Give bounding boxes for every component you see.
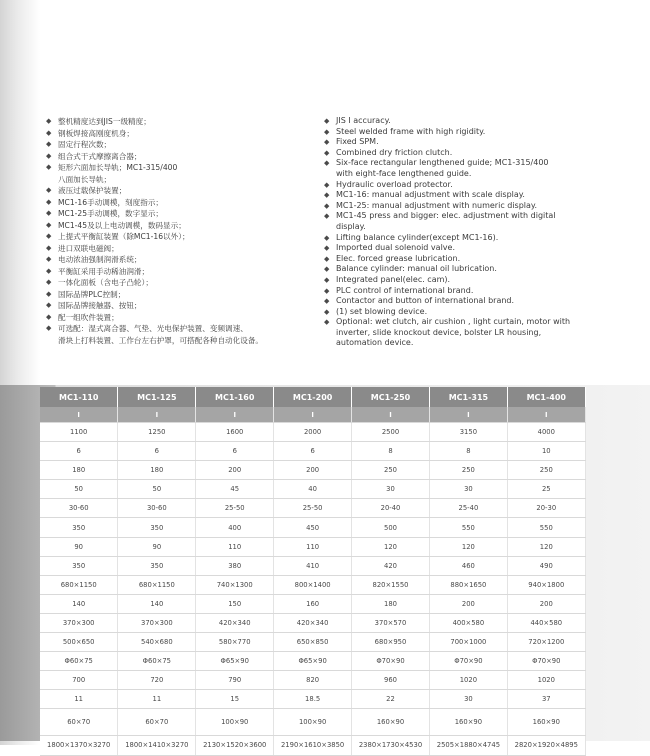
spec-cell: 2380×1730×4530 bbox=[352, 736, 430, 755]
spec-table-body bbox=[40, 407, 585, 755]
feature-zh-item bbox=[46, 231, 316, 243]
spec-cell: 45 bbox=[196, 480, 274, 499]
spec-cell: 6 bbox=[40, 442, 118, 461]
feature-en-text: JIS Ⅰ accuracy. bbox=[336, 116, 391, 125]
spec-cell: 8 bbox=[352, 442, 430, 461]
feature-zh-text: MC1-45及以上电动调模，数码显示； bbox=[58, 220, 186, 230]
feature-zh-text: 钢板焊接高刚度机身； bbox=[58, 128, 134, 138]
spec-cell: 550 bbox=[429, 518, 507, 537]
feature-list-chinese bbox=[46, 116, 316, 346]
spec-cell: 370×570 bbox=[352, 613, 430, 632]
spec-cell: 180 bbox=[40, 461, 118, 480]
unit-cell: I bbox=[429, 407, 507, 423]
spec-cell: 25-50 bbox=[196, 499, 274, 518]
feature-zh-item bbox=[46, 151, 316, 163]
spec-cell: 680×1150 bbox=[118, 575, 196, 594]
spec-row bbox=[40, 499, 585, 518]
spec-cell: 200 bbox=[429, 594, 507, 613]
spec-cell: 700×1000 bbox=[429, 633, 507, 652]
feature-zh-item bbox=[46, 266, 316, 278]
feature-zh-text: 矩形六面加长导轨；MC1-315/400 八面加长导轨； bbox=[58, 163, 178, 184]
spec-cell: Φ70×90 bbox=[507, 652, 585, 671]
spec-cell: 880×1650 bbox=[429, 575, 507, 594]
spec-cell: 8 bbox=[429, 442, 507, 461]
spec-cell: 440×580 bbox=[507, 613, 585, 632]
feature-zh-item bbox=[46, 312, 316, 324]
spec-cell: 10 bbox=[507, 442, 585, 461]
spec-cell: 1250 bbox=[118, 423, 196, 442]
spec-cell: Φ70×90 bbox=[429, 652, 507, 671]
feature-en-text: Hydraulic overload protector. bbox=[336, 179, 453, 189]
model-header-row bbox=[40, 387, 585, 407]
diamond-bullet-icon: ◆ bbox=[324, 297, 330, 306]
feature-en-item bbox=[324, 116, 644, 127]
diamond-bullet-icon: ◆ bbox=[46, 140, 52, 148]
spec-cell: Φ65×90 bbox=[196, 652, 274, 671]
spec-cell: 700 bbox=[40, 671, 118, 690]
spec-cell: 11 bbox=[40, 690, 118, 709]
unit-cell: I bbox=[196, 407, 274, 423]
feature-zh-item bbox=[46, 289, 316, 301]
spec-cell: 370×300 bbox=[118, 613, 196, 632]
spec-cell: 160×90 bbox=[507, 709, 585, 736]
spec-cell: 250 bbox=[429, 461, 507, 480]
diamond-bullet-icon: ◆ bbox=[324, 180, 330, 189]
spec-cell: 1800×1410×3270 bbox=[118, 736, 196, 755]
feature-en-item bbox=[324, 211, 644, 232]
spec-cell: 120 bbox=[507, 537, 585, 556]
spec-cell: 1020 bbox=[507, 671, 585, 690]
feature-en-text: Elec. forced grease lubrication. bbox=[336, 253, 461, 263]
spec-cell: 720 bbox=[118, 671, 196, 690]
diamond-bullet-icon: ◆ bbox=[46, 289, 52, 298]
spec-row bbox=[40, 736, 585, 755]
spec-cell: 500 bbox=[352, 518, 430, 537]
spec-cell: 60×70 bbox=[118, 709, 196, 736]
feature-en-item bbox=[324, 296, 644, 307]
spec-row bbox=[40, 575, 585, 594]
spec-cell: 2500 bbox=[352, 423, 430, 442]
spec-cell: 550 bbox=[507, 518, 585, 537]
model-header-cell: MC1-200 bbox=[274, 387, 352, 407]
spec-cell: 820 bbox=[274, 671, 352, 690]
spec-cell: 1600 bbox=[196, 423, 274, 442]
feature-zh-item bbox=[46, 300, 316, 312]
spec-cell: 420 bbox=[352, 556, 430, 575]
unit-cell: I bbox=[118, 407, 196, 423]
spec-cell: 100×90 bbox=[196, 709, 274, 736]
feature-en-text: Lifting balance cylinder(except MC1-16). bbox=[336, 232, 499, 242]
spec-cell: 420×340 bbox=[274, 613, 352, 632]
feature-en-item bbox=[324, 158, 644, 179]
spec-cell: 25 bbox=[507, 480, 585, 499]
feature-en-text: Contactor and button of international brand. bbox=[336, 296, 515, 306]
spec-cell: 90 bbox=[40, 537, 118, 556]
diamond-bullet-icon: ◆ bbox=[46, 197, 52, 206]
spec-cell: 250 bbox=[352, 461, 430, 480]
spec-cell: 90 bbox=[118, 537, 196, 556]
spec-cell: Φ70×90 bbox=[352, 652, 430, 671]
feature-zh-text: 进口双联电磁阀； bbox=[58, 243, 119, 253]
spec-cell: 2820×1920×4895 bbox=[507, 736, 585, 755]
spec-cell: 3150 bbox=[429, 423, 507, 442]
spec-cell: 490 bbox=[507, 556, 585, 575]
spec-cell: 720×1200 bbox=[507, 633, 585, 652]
spec-cell: 2190×1610×3850 bbox=[274, 736, 352, 755]
feature-en-item bbox=[324, 275, 644, 286]
spec-cell: 40 bbox=[274, 480, 352, 499]
diamond-bullet-icon: ◆ bbox=[46, 266, 52, 275]
feature-zh-text: 一体化面板（含电子凸轮）； bbox=[58, 278, 153, 287]
feature-zh-text: 电动浓油强制润滑系统； bbox=[58, 255, 142, 264]
feature-zh-text: 组合式干式摩擦离合器； bbox=[58, 151, 142, 161]
feature-en-text: Six-face rectangular lengthened guide; MC1-315/400 with eight-face lengthened guide. bbox=[336, 158, 549, 178]
spec-cell: Φ60×75 bbox=[118, 652, 196, 671]
spec-cell: 30 bbox=[429, 480, 507, 499]
spec-cell: 350 bbox=[40, 518, 118, 537]
diamond-bullet-icon: ◆ bbox=[324, 318, 330, 327]
spec-cell: 200 bbox=[196, 461, 274, 480]
spec-cell: Φ60×75 bbox=[40, 652, 118, 671]
diamond-bullet-icon: ◆ bbox=[46, 255, 52, 263]
unit-row bbox=[40, 407, 585, 423]
spec-cell: 790 bbox=[196, 671, 274, 690]
spec-cell: 60×70 bbox=[40, 709, 118, 736]
spec-cell: Φ65×90 bbox=[274, 652, 352, 671]
spec-row bbox=[40, 480, 585, 499]
diamond-bullet-icon: ◆ bbox=[324, 127, 330, 136]
spec-cell: 18.5 bbox=[274, 690, 352, 709]
spec-row bbox=[40, 690, 585, 709]
feature-en-text: Integrated panel(elec. cam). bbox=[336, 274, 451, 284]
unit-cell: I bbox=[352, 407, 430, 423]
unit-cell: I bbox=[274, 407, 352, 423]
diamond-bullet-icon: ◆ bbox=[324, 138, 330, 147]
feature-en-item bbox=[324, 264, 644, 275]
feature-zh-text: 可选配：湿式离合器、气垫、光电保护装置、变频调速、 滑块上打料装置、工作台左右护罩，可搭配各种自动化设备。 bbox=[58, 324, 264, 345]
spec-cell: 120 bbox=[429, 537, 507, 556]
diamond-bullet-icon: ◆ bbox=[46, 312, 52, 321]
spec-cell: 6 bbox=[196, 442, 274, 461]
spec-cell: 380 bbox=[196, 556, 274, 575]
feature-en-text: Fixed SPM. bbox=[336, 137, 379, 147]
diamond-bullet-icon: ◆ bbox=[324, 191, 330, 200]
feature-zh-item bbox=[46, 220, 316, 232]
feature-zh-item bbox=[46, 323, 316, 346]
feature-zh-text: 国际品牌接触器、按钮； bbox=[58, 301, 142, 310]
spec-cell: 11 bbox=[118, 690, 196, 709]
diamond-bullet-icon: ◆ bbox=[46, 186, 52, 194]
spec-cell: 2000 bbox=[274, 423, 352, 442]
diamond-bullet-icon: ◆ bbox=[324, 159, 330, 168]
spec-row bbox=[40, 613, 585, 632]
diamond-bullet-icon: ◆ bbox=[324, 286, 330, 295]
feature-zh-text: 配一组吹件装置； bbox=[58, 312, 119, 322]
feature-en-item bbox=[324, 317, 644, 349]
spec-cell: 580×770 bbox=[196, 633, 274, 652]
diamond-bullet-icon: ◆ bbox=[324, 148, 330, 157]
spec-row bbox=[40, 633, 585, 652]
spec-cell: 370×300 bbox=[40, 613, 118, 632]
diamond-bullet-icon: ◆ bbox=[46, 209, 52, 217]
feature-zh-text: 平衡缸采用手动稀油润滑； bbox=[58, 266, 150, 276]
spec-cell: 30-60 bbox=[40, 499, 118, 518]
spec-row bbox=[40, 461, 585, 480]
spec-row bbox=[40, 556, 585, 575]
spec-cell: 50 bbox=[118, 480, 196, 499]
spec-cell: 940×1800 bbox=[507, 575, 585, 594]
spec-cell: 680×950 bbox=[352, 633, 430, 652]
spec-row bbox=[40, 423, 585, 442]
spec-row bbox=[40, 594, 585, 613]
feature-en-text: Combined dry friction clutch. bbox=[336, 147, 453, 157]
spec-cell: 22 bbox=[352, 690, 430, 709]
feature-en-item bbox=[324, 233, 644, 244]
spec-cell: 25-50 bbox=[274, 499, 352, 518]
spec-cell: 110 bbox=[274, 537, 352, 556]
spec-cell: 50 bbox=[40, 480, 118, 499]
feature-zh-text: 固定行程次数； bbox=[58, 140, 112, 149]
spec-cell: 140 bbox=[40, 594, 118, 613]
spec-cell: 1800×1370×3270 bbox=[40, 736, 118, 755]
spec-cell: 650×850 bbox=[274, 633, 352, 652]
feature-en-item bbox=[324, 286, 644, 297]
spec-cell: 6 bbox=[118, 442, 196, 461]
spec-cell: 350 bbox=[118, 518, 196, 537]
feature-en-text: MC1-45 press and bigger: elec. adjustment with digital display. bbox=[336, 211, 556, 231]
model-header-cell: MC1-250 bbox=[352, 387, 430, 407]
spec-cell: 1100 bbox=[40, 423, 118, 442]
feature-zh-item bbox=[46, 254, 316, 266]
feature-zh-text: 上提式平衡缸装置（除MC1-16以外）； bbox=[58, 232, 190, 241]
feature-en-text: Balance cylinder: manual oil lubrication. bbox=[336, 264, 497, 274]
diamond-bullet-icon: ◆ bbox=[324, 233, 330, 242]
model-header-cell: MC1-110 bbox=[40, 387, 118, 407]
spec-cell: 800×1400 bbox=[274, 575, 352, 594]
spec-cell: 6 bbox=[274, 442, 352, 461]
feature-zh-item bbox=[46, 116, 316, 128]
feature-en-text: PLC control of international brand. bbox=[336, 285, 474, 295]
spec-row bbox=[40, 709, 585, 736]
feature-en-text: Optional: wet clutch, air cushion , light curtain, motor with inverter, slide knockout device, bolster LR housing, automation device. bbox=[336, 317, 571, 348]
spec-cell: 120 bbox=[352, 537, 430, 556]
feature-en-item bbox=[324, 127, 644, 138]
feature-en-text: Imported dual solenoid valve. bbox=[336, 243, 455, 253]
feature-zh-item bbox=[46, 162, 316, 185]
spec-cell: 37 bbox=[507, 690, 585, 709]
diamond-bullet-icon: ◆ bbox=[46, 324, 52, 332]
spec-cell: 820×1550 bbox=[352, 575, 430, 594]
spec-cell: 15 bbox=[196, 690, 274, 709]
spec-cell: 400×580 bbox=[429, 613, 507, 632]
diamond-bullet-icon: ◆ bbox=[46, 232, 52, 240]
spec-cell: 160×90 bbox=[429, 709, 507, 736]
spec-cell: 960 bbox=[352, 671, 430, 690]
feature-en-item bbox=[324, 307, 644, 318]
spec-row bbox=[40, 442, 585, 461]
spec-cell: 540×680 bbox=[118, 633, 196, 652]
diamond-bullet-icon: ◆ bbox=[324, 265, 330, 274]
diamond-bullet-icon: ◆ bbox=[324, 254, 330, 263]
spec-cell: 20-40 bbox=[352, 499, 430, 518]
feature-zh-item bbox=[46, 197, 316, 209]
diamond-bullet-icon: ◆ bbox=[324, 307, 330, 316]
spec-cell: 680×1150 bbox=[40, 575, 118, 594]
diamond-bullet-icon: ◆ bbox=[324, 244, 330, 253]
spec-cell: 180 bbox=[352, 594, 430, 613]
diamond-bullet-icon: ◆ bbox=[46, 278, 52, 286]
feature-en-item bbox=[324, 254, 644, 265]
spec-table bbox=[40, 387, 586, 756]
model-header-cell: MC1-315 bbox=[429, 387, 507, 407]
feature-zh-item bbox=[46, 277, 316, 289]
feature-zh-item bbox=[46, 139, 316, 151]
feature-en-text: (1) set blowing device. bbox=[336, 306, 428, 316]
spec-cell: 200 bbox=[507, 594, 585, 613]
spec-cell: 410 bbox=[274, 556, 352, 575]
diamond-bullet-icon: ◆ bbox=[46, 220, 52, 229]
spec-cell: 20-30 bbox=[507, 499, 585, 518]
feature-en-item bbox=[324, 148, 644, 159]
spec-cell: 350 bbox=[40, 556, 118, 575]
spec-cell: 100×90 bbox=[274, 709, 352, 736]
unit-cell: I bbox=[40, 407, 118, 423]
spec-cell: 460 bbox=[429, 556, 507, 575]
spec-cell: 140 bbox=[118, 594, 196, 613]
spec-cell: 250 bbox=[507, 461, 585, 480]
spec-row bbox=[40, 518, 585, 537]
spec-cell: 160×90 bbox=[352, 709, 430, 736]
spec-cell: 160 bbox=[274, 594, 352, 613]
feature-zh-text: 国际品牌PLC控制； bbox=[58, 289, 126, 299]
spec-cell: 2505×1880×4745 bbox=[429, 736, 507, 755]
feature-en-item bbox=[324, 201, 644, 212]
model-header-cell: MC1-125 bbox=[118, 387, 196, 407]
feature-en-text: Steel welded frame with high rigidity. bbox=[336, 126, 486, 136]
feature-zh-text: MC1-16手动调模，刻度指示； bbox=[58, 197, 164, 207]
diamond-bullet-icon: ◆ bbox=[324, 117, 330, 125]
model-header-cell: MC1-160 bbox=[196, 387, 274, 407]
diamond-bullet-icon: ◆ bbox=[46, 163, 52, 171]
diamond-bullet-icon: ◆ bbox=[46, 117, 52, 125]
feature-en-item bbox=[324, 137, 644, 148]
diamond-bullet-icon: ◆ bbox=[46, 243, 52, 252]
spec-cell: 180 bbox=[118, 461, 196, 480]
feature-zh-text: MC1-25手动调模，数字显示； bbox=[58, 209, 164, 218]
feature-en-text: MC1-25: manual adjustment with numeric display. bbox=[336, 200, 538, 210]
feature-zh-item bbox=[46, 128, 316, 140]
spec-cell: 150 bbox=[196, 594, 274, 613]
feature-en-item bbox=[324, 180, 644, 191]
diamond-bullet-icon: ◆ bbox=[324, 275, 330, 284]
spec-cell: 350 bbox=[118, 556, 196, 575]
spec-row bbox=[40, 671, 585, 690]
spec-row bbox=[40, 652, 585, 671]
spec-cell: 400 bbox=[196, 518, 274, 537]
spec-cell: 30 bbox=[352, 480, 430, 499]
feature-zh-text: 整机精度达到JIS一级精度； bbox=[58, 117, 151, 126]
feature-list-english bbox=[324, 116, 644, 349]
spec-cell: 2130×1520×3600 bbox=[196, 736, 274, 755]
feature-zh-item bbox=[46, 208, 316, 220]
diamond-bullet-icon: ◆ bbox=[324, 212, 330, 221]
diamond-bullet-icon: ◆ bbox=[46, 151, 52, 160]
spec-row bbox=[40, 537, 585, 556]
feature-en-item bbox=[324, 190, 644, 201]
spec-cell: 450 bbox=[274, 518, 352, 537]
feature-zh-item bbox=[46, 243, 316, 255]
feature-zh-text: 液压过载保护装置； bbox=[58, 186, 127, 195]
feature-en-item bbox=[324, 243, 644, 254]
spec-cell: 500×650 bbox=[40, 633, 118, 652]
spec-cell: 25-40 bbox=[429, 499, 507, 518]
model-header-cell: MC1-400 bbox=[507, 387, 585, 407]
feature-en-text: MC1-16: manual adjustment with scale display. bbox=[336, 190, 525, 200]
spec-cell: 1020 bbox=[429, 671, 507, 690]
spec-cell: 420×340 bbox=[196, 613, 274, 632]
diamond-bullet-icon: ◆ bbox=[46, 301, 52, 309]
spec-cell: 740×1300 bbox=[196, 575, 274, 594]
unit-cell: I bbox=[507, 407, 585, 423]
diamond-bullet-icon: ◆ bbox=[324, 201, 330, 210]
spec-cell: 200 bbox=[274, 461, 352, 480]
spec-cell: 30 bbox=[429, 690, 507, 709]
diamond-bullet-icon: ◆ bbox=[46, 128, 52, 137]
spec-cell: 30-60 bbox=[118, 499, 196, 518]
feature-zh-item bbox=[46, 185, 316, 197]
spec-cell: 4000 bbox=[507, 423, 585, 442]
spec-cell: 110 bbox=[196, 537, 274, 556]
